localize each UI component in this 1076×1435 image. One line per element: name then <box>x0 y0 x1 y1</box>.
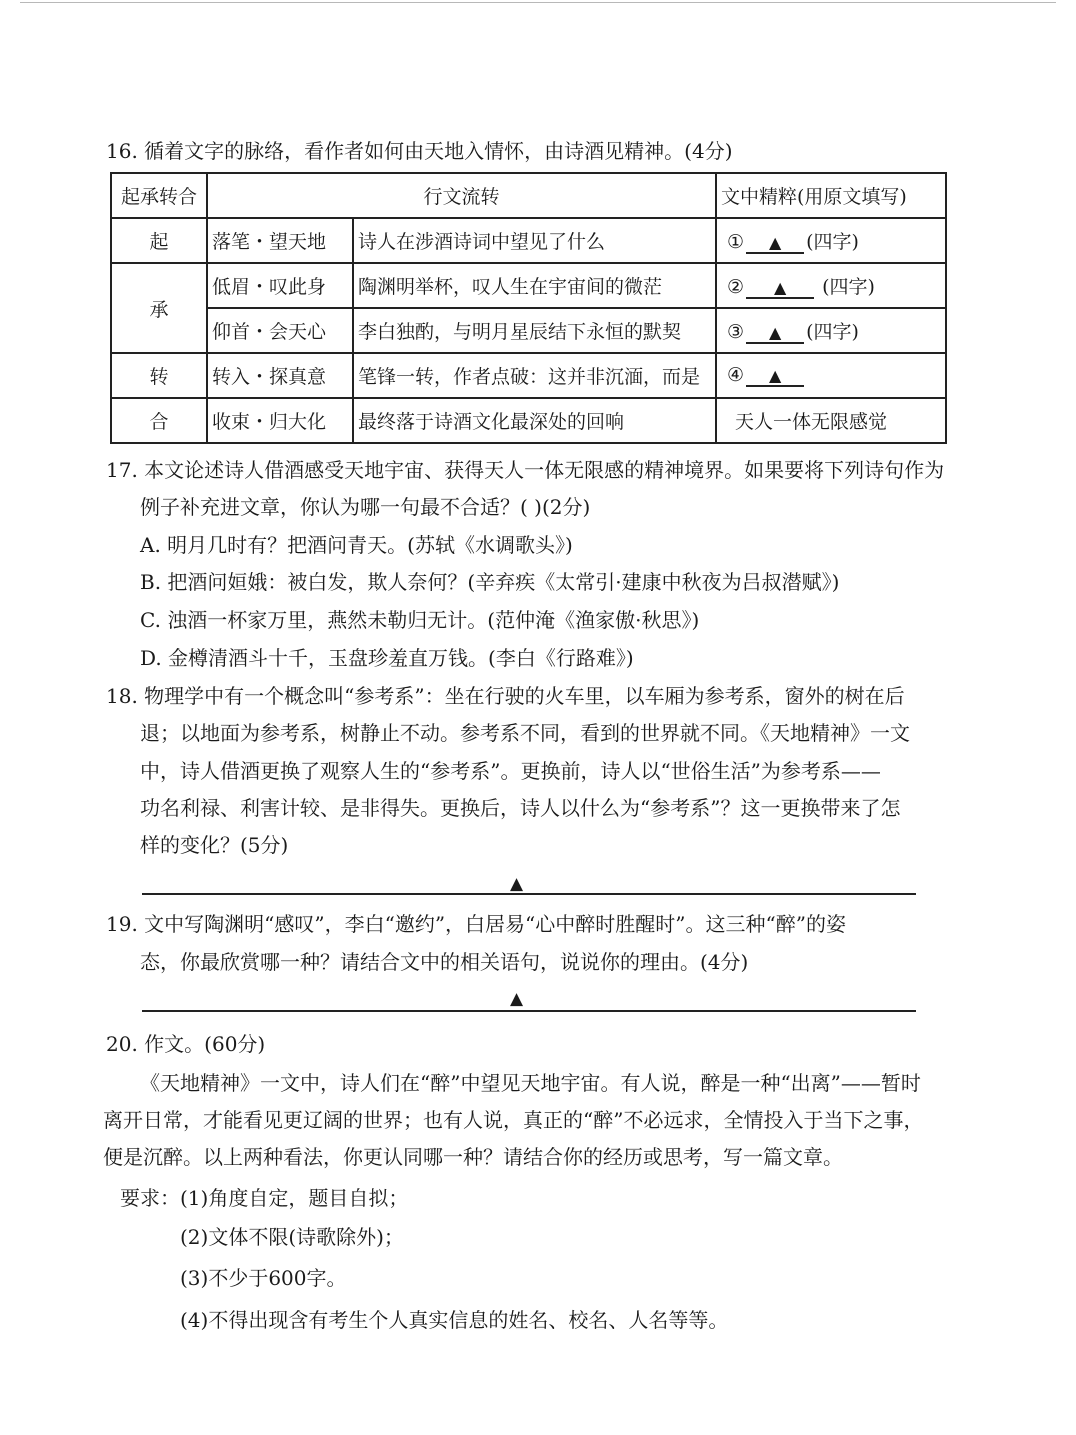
content-cell: 陶渊明举杯，叹人生在宇宙间的微茫 <box>353 263 716 308</box>
blank-suffix: (四字) <box>822 276 875 298</box>
q17-stem-line1: 17. 本文论述诗人借酒感受天地宇宙、获得天人一体无限感的精神境界。如果要将下列诗句作为 <box>106 458 945 482</box>
q16-stem: 16. 循着文字的脉络，看作者如何由天地入情怀，由诗酒见精神。(4分) <box>106 139 733 163</box>
q18-line: 中，诗人借酒更换了观察人生的“参考系”。更换前，诗人以“世俗生活”为参考系—— <box>140 759 881 783</box>
step-cell: 转入・探真意 <box>207 353 353 398</box>
answer-blank[interactable] <box>746 233 804 254</box>
answer-cell <box>716 353 946 398</box>
table-row <box>111 263 946 308</box>
q20-requirement: 要求：(1)角度自定，题目自拟； <box>120 1186 409 1210</box>
q18-line: 功名利禄、利害计较、是非得失。更换后，诗人以什么为“参考系”？这一更换带来了怎 <box>140 796 901 820</box>
q20-requirement: (4)不得出现含有考生个人真实信息的姓名、校名、人名等等。 <box>180 1308 729 1332</box>
q19-line: 19. 文中写陶渊明“感叹”，李白“邀约”，白居易“心中醉时胜醒时”。这三种“醉”的姿 <box>106 912 846 936</box>
step-cell: 落笔・望天地 <box>207 218 353 263</box>
content-cell: 最终落于诗酒文化最深处的回响 <box>353 398 716 443</box>
q17-option-d: D. 金樽清酒斗十千，玉盘珍羞直万钱。(李白《行路难》) <box>140 646 634 670</box>
q18-line: 18. 物理学中有一个概念叫“参考系”：坐在行驶的火车里，以车厢为参考系，窗外的树在后 <box>106 684 905 708</box>
answer-cell <box>716 308 946 353</box>
header-excerpt: 文中精粹(用原文填写) <box>716 173 946 218</box>
answer-cell <box>716 218 946 263</box>
blank-number: ③ <box>727 321 745 343</box>
answer-blank[interactable] <box>746 366 804 387</box>
triangle-mark: ▲ <box>768 366 782 385</box>
q19-answer-line[interactable] <box>142 1010 916 1012</box>
blank-suffix: (四字) <box>806 321 859 343</box>
triangle-mark: ▲ <box>773 278 787 297</box>
table-row <box>111 308 946 353</box>
content-cell: 诗人在涉酒诗词中望见了什么 <box>353 218 716 263</box>
table-header-row <box>111 173 946 218</box>
step-cell: 收束・归大化 <box>207 398 353 443</box>
content-cell: 李白独酌，与明月星辰结下永恒的默契 <box>353 308 716 353</box>
stage-cell: 承 <box>111 263 207 353</box>
q16-table <box>110 172 947 444</box>
table-row <box>111 218 946 263</box>
table-row <box>111 353 946 398</box>
answer-blank[interactable] <box>746 278 814 299</box>
q18-answer-line[interactable] <box>142 893 916 895</box>
q20-title: 20. 作文。(60分) <box>106 1032 266 1056</box>
stage-cell: 转 <box>111 353 207 398</box>
blank-number: ④ <box>727 364 745 386</box>
q20-requirement: (2)文体不限(诗歌除外)； <box>180 1225 404 1249</box>
header-flow: 行文流转 <box>207 173 716 218</box>
triangle-mark: ▲ <box>768 233 782 252</box>
q20-prompt-line: 《天地精神》一文中，诗人们在“醉”中望见天地宇宙。有人说，醉是一种“出离”——暂时 <box>140 1071 921 1095</box>
blank-number: ① <box>727 231 745 253</box>
answer-cell <box>716 263 946 308</box>
q20-prompt-line: 离开日常，才能看见更辽阔的世界；也有人说，真正的“醉”不必远求，全情投入于当下之事， <box>103 1108 924 1132</box>
step-cell: 低眉・叹此身 <box>207 263 353 308</box>
q19-triangle-mark: ▲ <box>510 989 524 1009</box>
q17-option-a: A. 明月几时有？把酒问青天。(苏轼《水调歌头》) <box>140 533 573 557</box>
q20-prompt-line: 便是沉醉。以上两种看法，你更认同哪一种？请结合你的经历或思考，写一篇文章。 <box>103 1145 843 1169</box>
q17-option-c: C. 浊酒一杯家万里，燕然未勒归无计。(范仲淹《渔家傲·秋思》) <box>140 608 700 632</box>
blank-suffix: (四字) <box>806 231 859 253</box>
answer-cell: 天人一体无限感觉 <box>716 398 946 443</box>
q17-stem-line2: 例子补充进文章，你认为哪一句最不合适？( )(2分) <box>140 495 591 519</box>
q18-line: 样的变化？(5分) <box>140 833 289 857</box>
top-rule <box>20 2 1056 3</box>
answer-blank[interactable] <box>746 323 804 344</box>
q19-line: 态，你最欣赏哪一种？请结合文中的相关语句，说说你的理由。(4分) <box>140 950 749 974</box>
content-cell: 笔锋一转，作者点破：这并非沉湎，而是 <box>353 353 716 398</box>
triangle-mark: ▲ <box>768 323 782 342</box>
q18-triangle-mark: ▲ <box>510 874 524 894</box>
stage-cell: 合 <box>111 398 207 443</box>
q17-option-b: B. 把酒问姮娥：被白发，欺人奈何？(辛弃疾《太常引·建康中秋夜为吕叔潜赋》) <box>140 570 840 594</box>
header-stage: 起承转合 <box>111 173 207 218</box>
table-row <box>111 398 946 443</box>
q20-requirement: (3)不少于600字。 <box>180 1266 347 1290</box>
q18-line: 退；以地面为参考系，树静止不动。参考系不同，看到的世界就不同。《天地精神》一文 <box>140 721 910 745</box>
blank-number: ② <box>727 276 745 298</box>
step-cell: 仰首・会天心 <box>207 308 353 353</box>
stage-cell: 起 <box>111 218 207 263</box>
